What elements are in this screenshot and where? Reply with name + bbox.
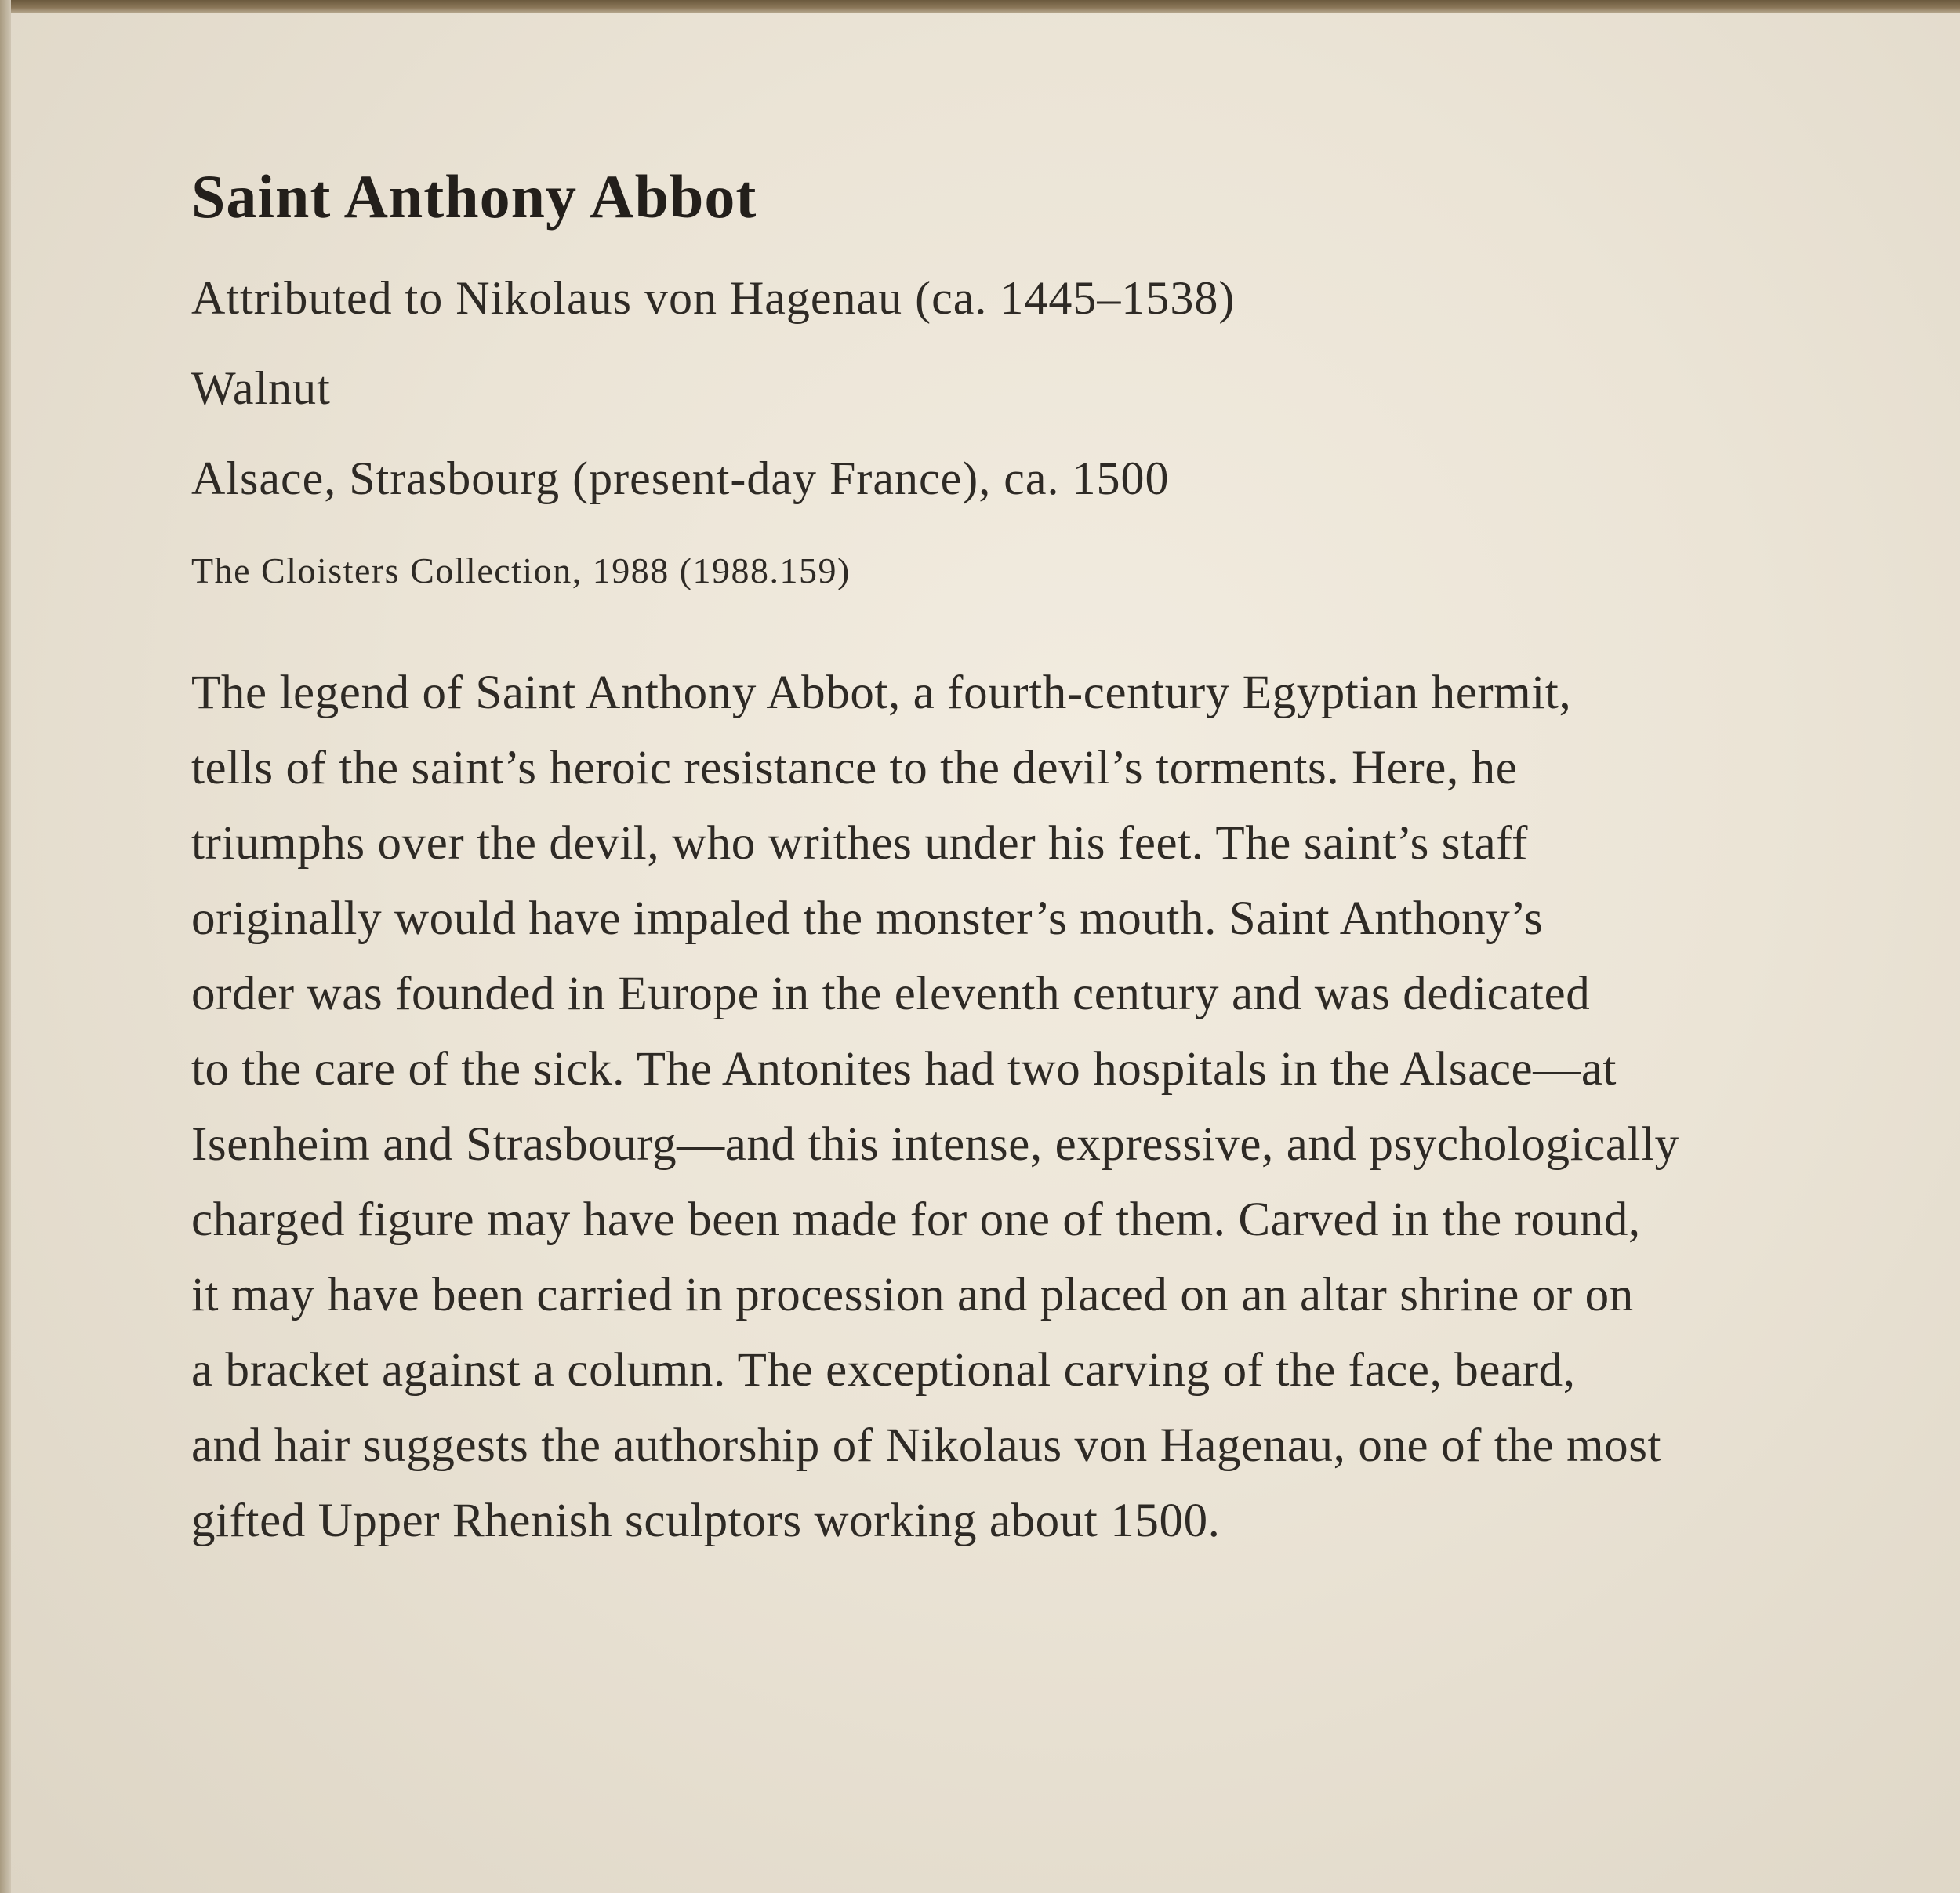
description-line: The legend of Saint Anthony Abbot, a fourth-century Egyptian hermit, [191, 667, 1572, 719]
credit-line: The Cloisters Collection, 1988 (1988.159) [191, 550, 851, 590]
description-line: triumphs over the devil, who writhes under his feet. The saint’s staff [191, 817, 1529, 870]
description-line: Isenheim and Strasbourg—and this intense, expressive, and psychologically [191, 1118, 1679, 1171]
description-line: and hair suggests the authorship of Nikolaus von Hagenau, one of the most [191, 1419, 1662, 1472]
museum-label-panel [11, 13, 1960, 1893]
description-line: gifted Upper Rhenish sculptors working about 1500. [191, 1495, 1221, 1547]
description-paragraph [191, 656, 1916, 1559]
artwork-medium: Walnut [191, 362, 331, 414]
wall-frame-left [0, 0, 11, 1893]
description-line: to the care of the sick. The Antonites had two hospitals in the Alsace—at [191, 1043, 1617, 1095]
description-line: order was founded in Europe in the eleventh century and was dedicated [191, 968, 1591, 1020]
description-line: it may have been carried in procession and placed on an altar shrine or on [191, 1269, 1634, 1321]
description-line: charged figure may have been made for one of them. Carved in the round, [191, 1194, 1641, 1246]
artwork-title: Saint Anthony Abbot [191, 162, 757, 231]
wall-frame-top [0, 0, 1960, 13]
description-line: originally would have impaled the monster’s mouth. Saint Anthony’s [191, 892, 1544, 945]
artwork-origin-date: Alsace, Strasbourg (present-day France), ca. 1500 [191, 452, 1170, 504]
description-line: a bracket against a column. The exceptional carving of the face, beard, [191, 1344, 1576, 1397]
description-line: tells of the saint’s heroic resistance to the devil’s torments. Here, he [191, 742, 1518, 794]
artist-attribution: Attributed to Nikolaus von Hagenau (ca. 1445–1538) [191, 272, 1236, 324]
